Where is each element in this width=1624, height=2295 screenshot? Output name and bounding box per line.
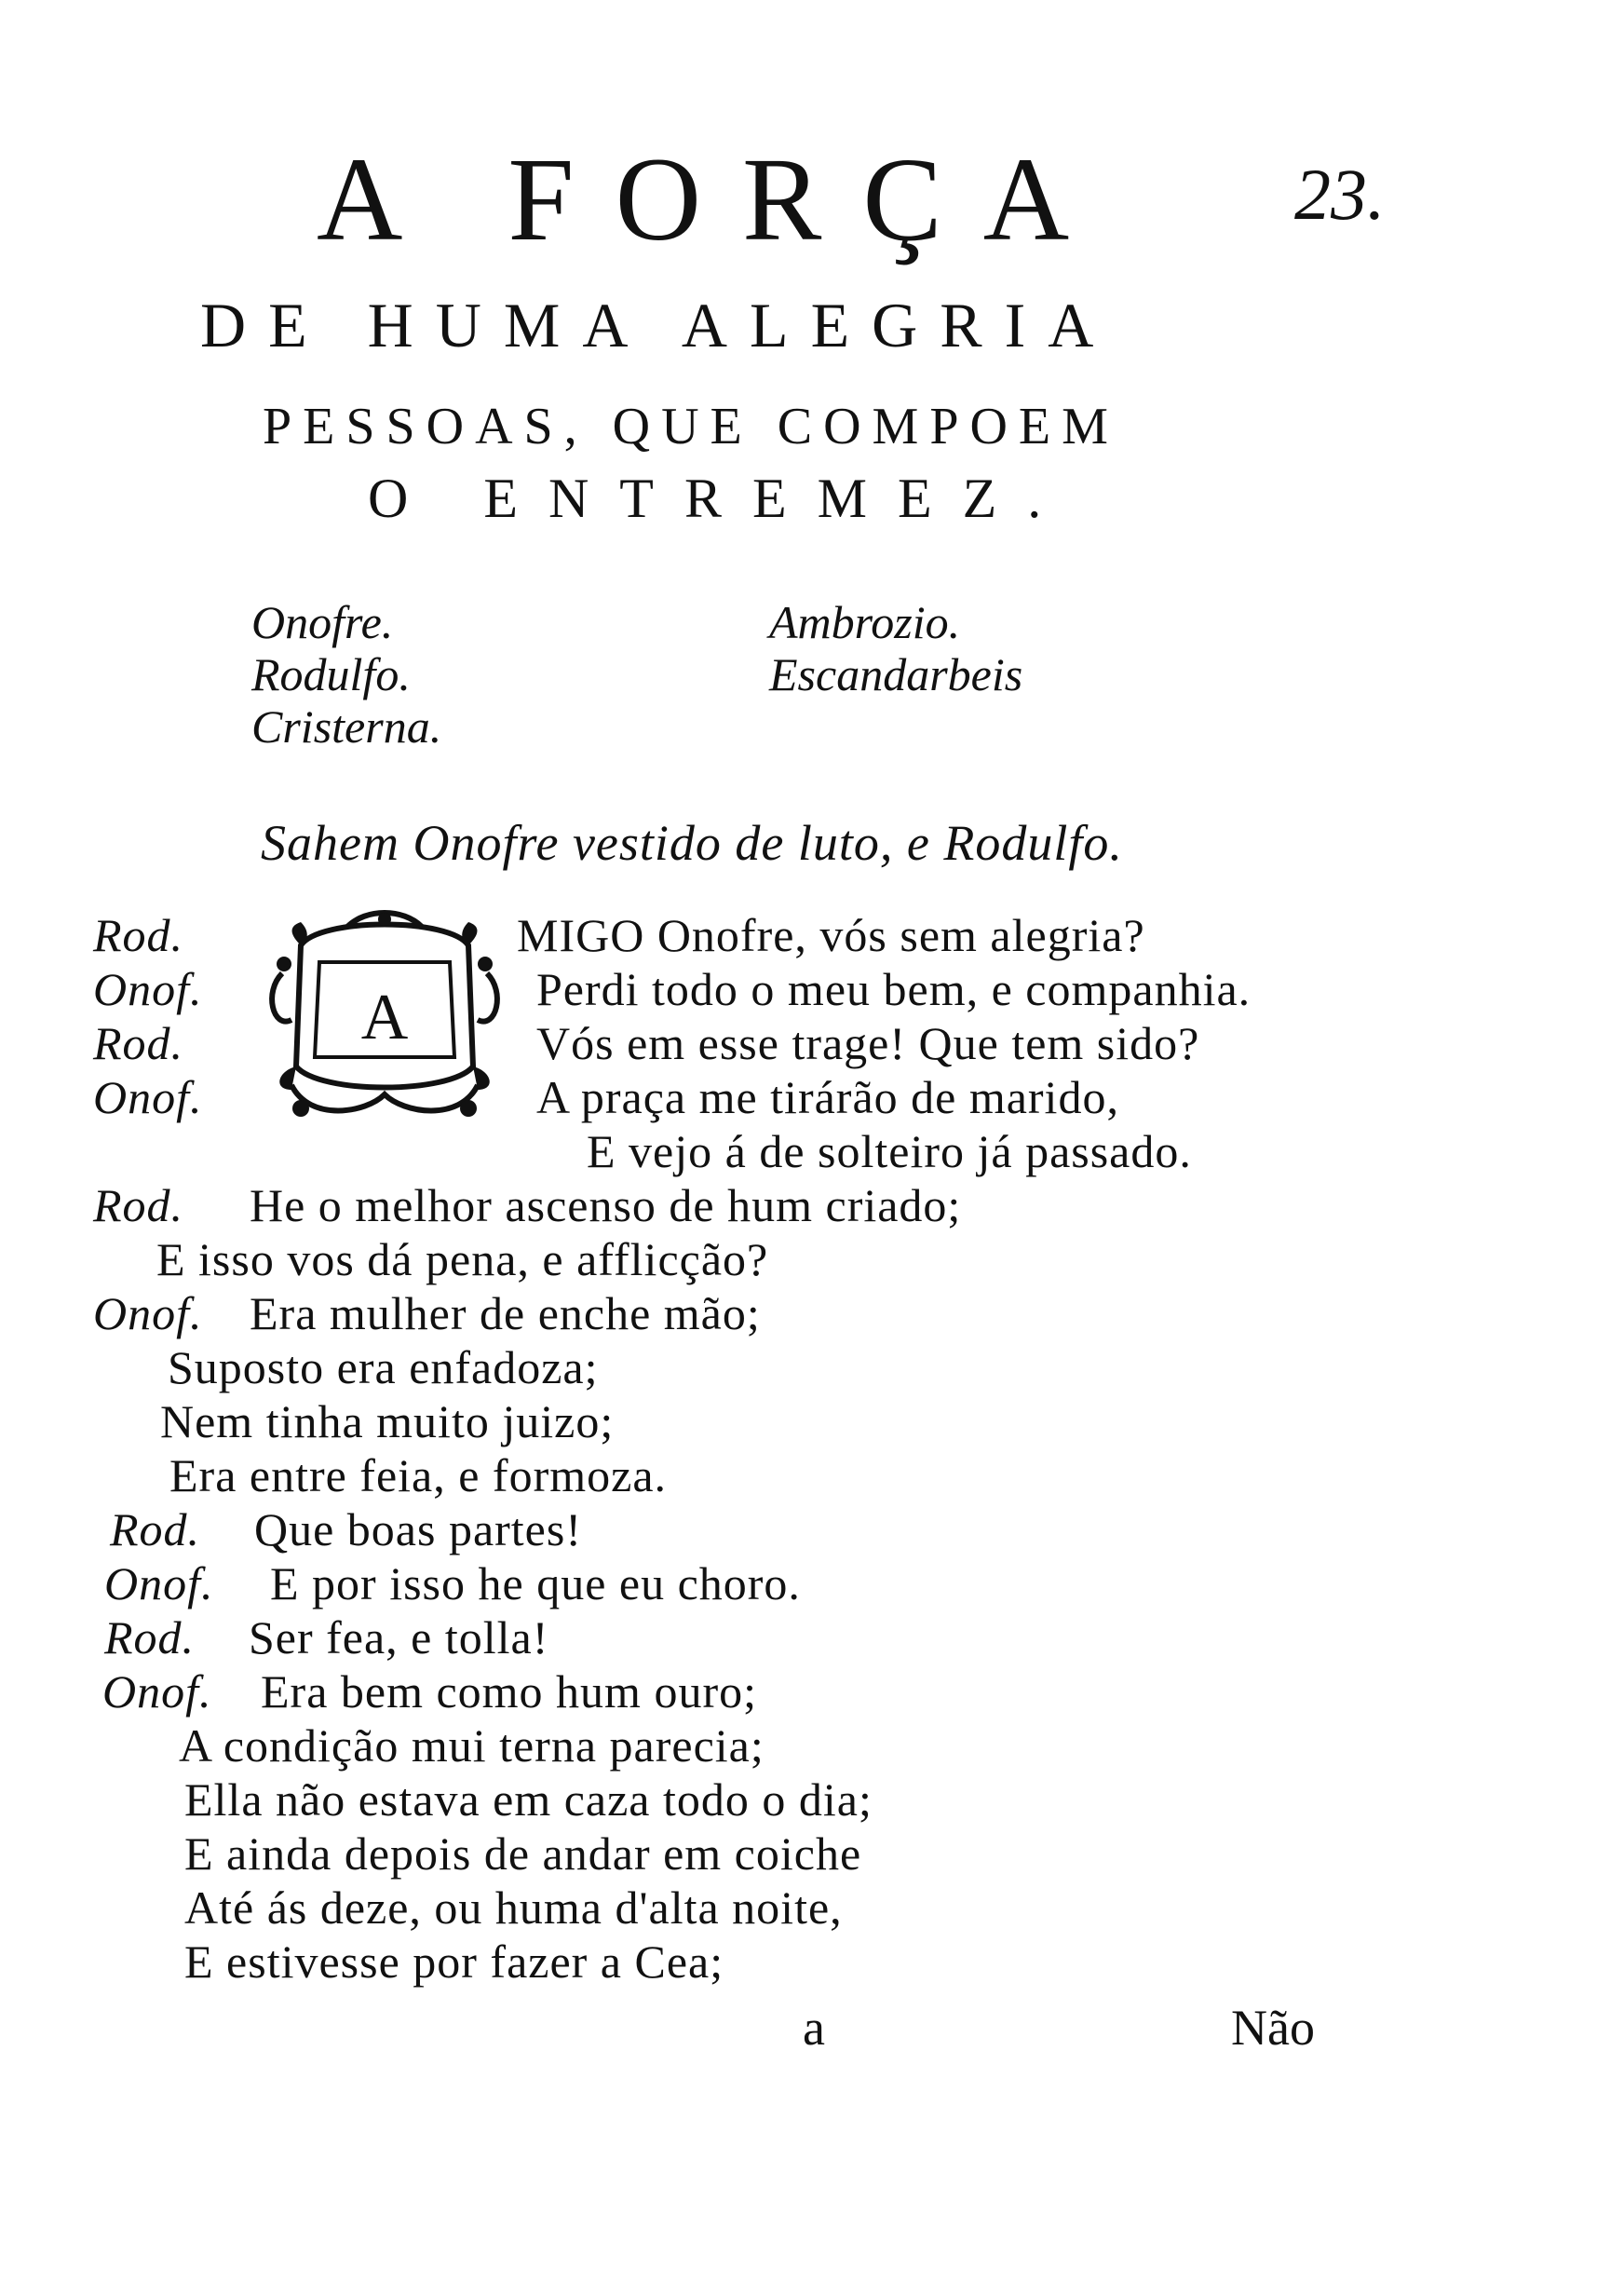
dialogue-text: E ainda depois de andar em coiche	[184, 1827, 862, 1880]
cast-name: Rodulfo.	[251, 648, 411, 700]
dialogue-line	[93, 1449, 667, 1501]
speaker-name: Rod.	[110, 1503, 201, 1555]
dialogue-text: Perdi todo o meu bem, e companhia.	[536, 963, 1252, 1015]
dialogue-line	[104, 1611, 548, 1664]
dialogue-line	[93, 1125, 1192, 1177]
dialogue-text: MIGO Onofre, vós sem alegria?	[517, 909, 1145, 961]
dialogue-text: Suposto era enfadoza;	[168, 1341, 599, 1393]
page-title: A FORÇA	[317, 133, 1111, 265]
dialogue-text: E por isso he que eu choro.	[270, 1557, 801, 1609]
persons-heading: PESSOAS, QUE COMPOEM	[263, 398, 1119, 455]
dialogue-line	[104, 1557, 801, 1609]
dialogue-line	[93, 1179, 961, 1231]
speaker-name: Onof.	[93, 1071, 203, 1123]
dialogue-line	[102, 1881, 843, 1934]
dialogue-text: Era bem como hum ouro;	[261, 1665, 757, 1718]
dialogue-text: E estivesse por fazer a Cea;	[184, 1935, 724, 1988]
speaker-name: Onof.	[104, 1557, 214, 1609]
dialogue-line	[102, 1827, 861, 1880]
speaker-name: Onof.	[102, 1665, 212, 1718]
page-subtitle: DE HUMA ALEGRIA	[200, 290, 1116, 360]
dialogue-line	[93, 909, 1145, 961]
dialogue-line	[102, 1773, 873, 1826]
dialogue-text: Ella não estava em caza todo o dia;	[184, 1773, 873, 1826]
dialogue-text: E vejo á de solteiro já passado.	[587, 1125, 1192, 1177]
dialogue-line	[102, 1719, 765, 1772]
speaker-name: Onof.	[93, 963, 203, 1015]
dialogue-line	[110, 1503, 582, 1555]
dialogue-line	[102, 1935, 724, 1988]
speaker-name: Rod.	[93, 909, 184, 961]
dialogue-text: E isso vos dá pena, e afflicção?	[156, 1233, 769, 1285]
dialogue-line	[93, 1017, 1199, 1069]
speaker-name: Rod.	[104, 1611, 196, 1664]
dialogue-text: A praça me tirárão de marido,	[536, 1071, 1119, 1123]
dialogue-line	[93, 1233, 768, 1285]
dialogue-line	[93, 963, 1251, 1015]
cast-name: Ambrozio.	[769, 596, 961, 648]
dialogue-text: Nem tinha muito juizo;	[160, 1395, 615, 1447]
signature-mark: a	[803, 2000, 825, 2056]
dialogue-line	[102, 1665, 757, 1718]
cast-list-right	[769, 596, 1022, 700]
dialogue-text: Até ás deze, ou huma d'alta noite,	[184, 1881, 843, 1934]
speaker-name: Rod.	[93, 1179, 184, 1231]
cast-name: Escandarbeis	[769, 648, 1023, 700]
dialogue-line	[93, 1395, 614, 1447]
speaker-name: Onof.	[93, 1287, 203, 1339]
dialogue-text: He o melhor ascenso de hum criado;	[250, 1179, 962, 1231]
speaker-name: Rod.	[93, 1017, 184, 1069]
cast-list-left	[251, 596, 441, 753]
dialogue-text: Era entre feia, e formoza.	[169, 1449, 668, 1501]
catchword: Não	[1231, 2000, 1315, 2056]
cast-name: Cristerna.	[251, 700, 442, 753]
dialogue-text: Era mulher de enche mão;	[250, 1287, 761, 1339]
dialogue-text: Que boas partes!	[254, 1503, 582, 1555]
dialogue-text: Ser fea, e tolla!	[249, 1611, 549, 1664]
dialogue-text: A condição mui terna parecia;	[179, 1719, 765, 1772]
folio-number: 23.	[1294, 154, 1386, 235]
entremez-heading: O ENTREMEZ.	[368, 468, 1073, 529]
cast-name: Onofre.	[251, 596, 394, 648]
dialogue-line	[93, 1287, 761, 1339]
stage-direction: Sahem Onofre vestido de luto, e Rodulfo.	[261, 815, 1123, 871]
dialogue-line	[93, 1341, 599, 1393]
dialogue-line	[93, 1071, 1119, 1123]
dialogue-text: Vós em esse trage! Que tem sido?	[536, 1017, 1200, 1069]
initial-letter: A	[360, 982, 409, 1053]
